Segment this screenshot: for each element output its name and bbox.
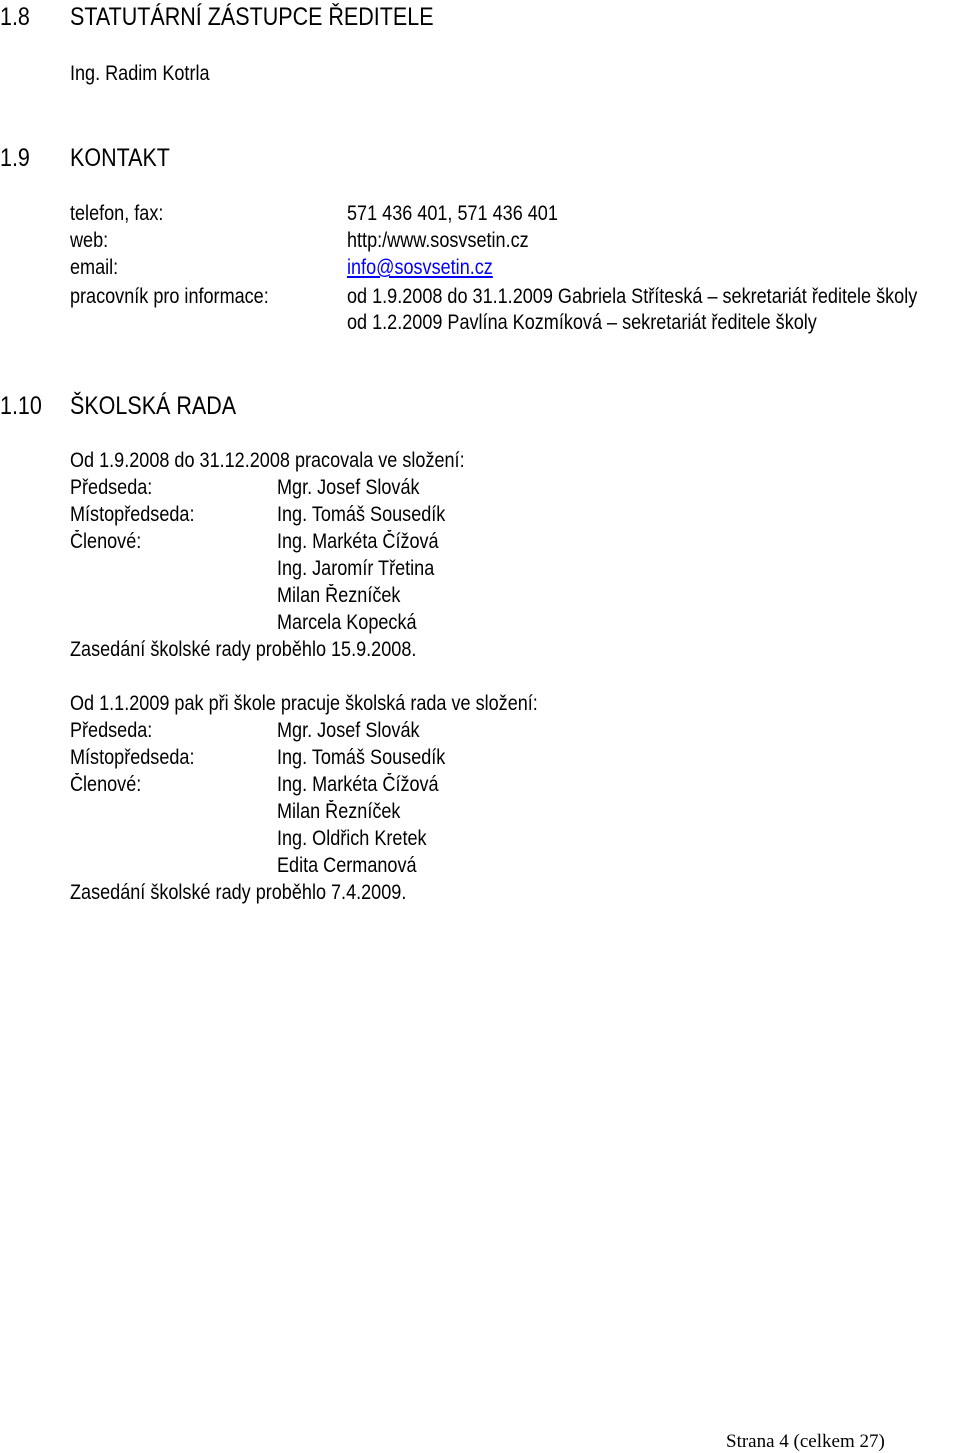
section-number: 1.9	[0, 144, 30, 172]
council-member: Ing. Markéta Čížová	[277, 773, 439, 796]
council-member: Ing. Tomáš Sousedík	[277, 746, 446, 769]
council-role: Členové:	[70, 530, 142, 553]
statutory-deputy: Ing. Radim Kotrla	[70, 62, 210, 85]
council-role: Předseda:	[70, 719, 153, 742]
council-member: Ing. Oldřich Kretek	[277, 827, 427, 850]
council-member: Mgr. Josef Slovák	[277, 476, 420, 499]
council-member: Ing. Markéta Čížová	[277, 530, 439, 553]
email-link[interactable]: info@sosvsetin.cz	[347, 256, 493, 279]
council-role: Místopředseda:	[70, 503, 195, 526]
council-intro: Od 1.1.2009 pak při škole pracuje školská rada ve složení:	[70, 692, 538, 715]
council-member: Mgr. Josef Slovák	[277, 719, 420, 742]
contact-value: od 1.2.2009 Pavlína Kozmíková – sekretariát ředitele školy	[347, 311, 817, 334]
section-number: 1.8	[0, 3, 30, 31]
contact-label: web:	[70, 229, 109, 252]
contact-value: 571 436 401, 571 436 401	[347, 202, 558, 225]
council-meeting: Zasedání školské rady proběhlo 15.9.2008.	[70, 638, 417, 661]
council-intro: Od 1.9.2008 do 31.12.2008 pracovala ve složení:	[70, 449, 465, 472]
web-link[interactable]: http:/www.sosvsetin.cz	[347, 229, 529, 252]
section-title: STATUTÁRNÍ ZÁSTUPCE ŘEDITELE	[70, 3, 434, 31]
council-member: Ing. Tomáš Sousedík	[277, 503, 446, 526]
council-member: Milan Řezníček	[277, 800, 401, 823]
page-number: Strana 4 (celkem 27)	[726, 1431, 885, 1452]
council-meeting: Zasedání školské rady proběhlo 7.4.2009.	[70, 881, 407, 904]
contact-label: email:	[70, 256, 119, 279]
contact-value: od 1.9.2008 do 31.1.2009 Gabriela Stříteská – sekretariát ředitele školy	[347, 285, 918, 308]
council-role: Místopředseda:	[70, 746, 195, 769]
contact-label: telefon, fax:	[70, 202, 164, 225]
council-role: Předseda:	[70, 476, 153, 499]
council-role: Členové:	[70, 773, 142, 796]
council-member: Milan Řezníček	[277, 584, 401, 607]
section-title: ŠKOLSKÁ RADA	[70, 392, 237, 420]
council-member: Marcela Kopecká	[277, 611, 417, 634]
section-number: 1.10	[0, 392, 42, 420]
council-member: Ing. Jaromír Třetina	[277, 557, 435, 580]
section-title: KONTAKT	[70, 144, 170, 172]
council-member: Edita Cermanová	[277, 854, 417, 877]
contact-label: pracovník pro informace:	[70, 285, 269, 308]
